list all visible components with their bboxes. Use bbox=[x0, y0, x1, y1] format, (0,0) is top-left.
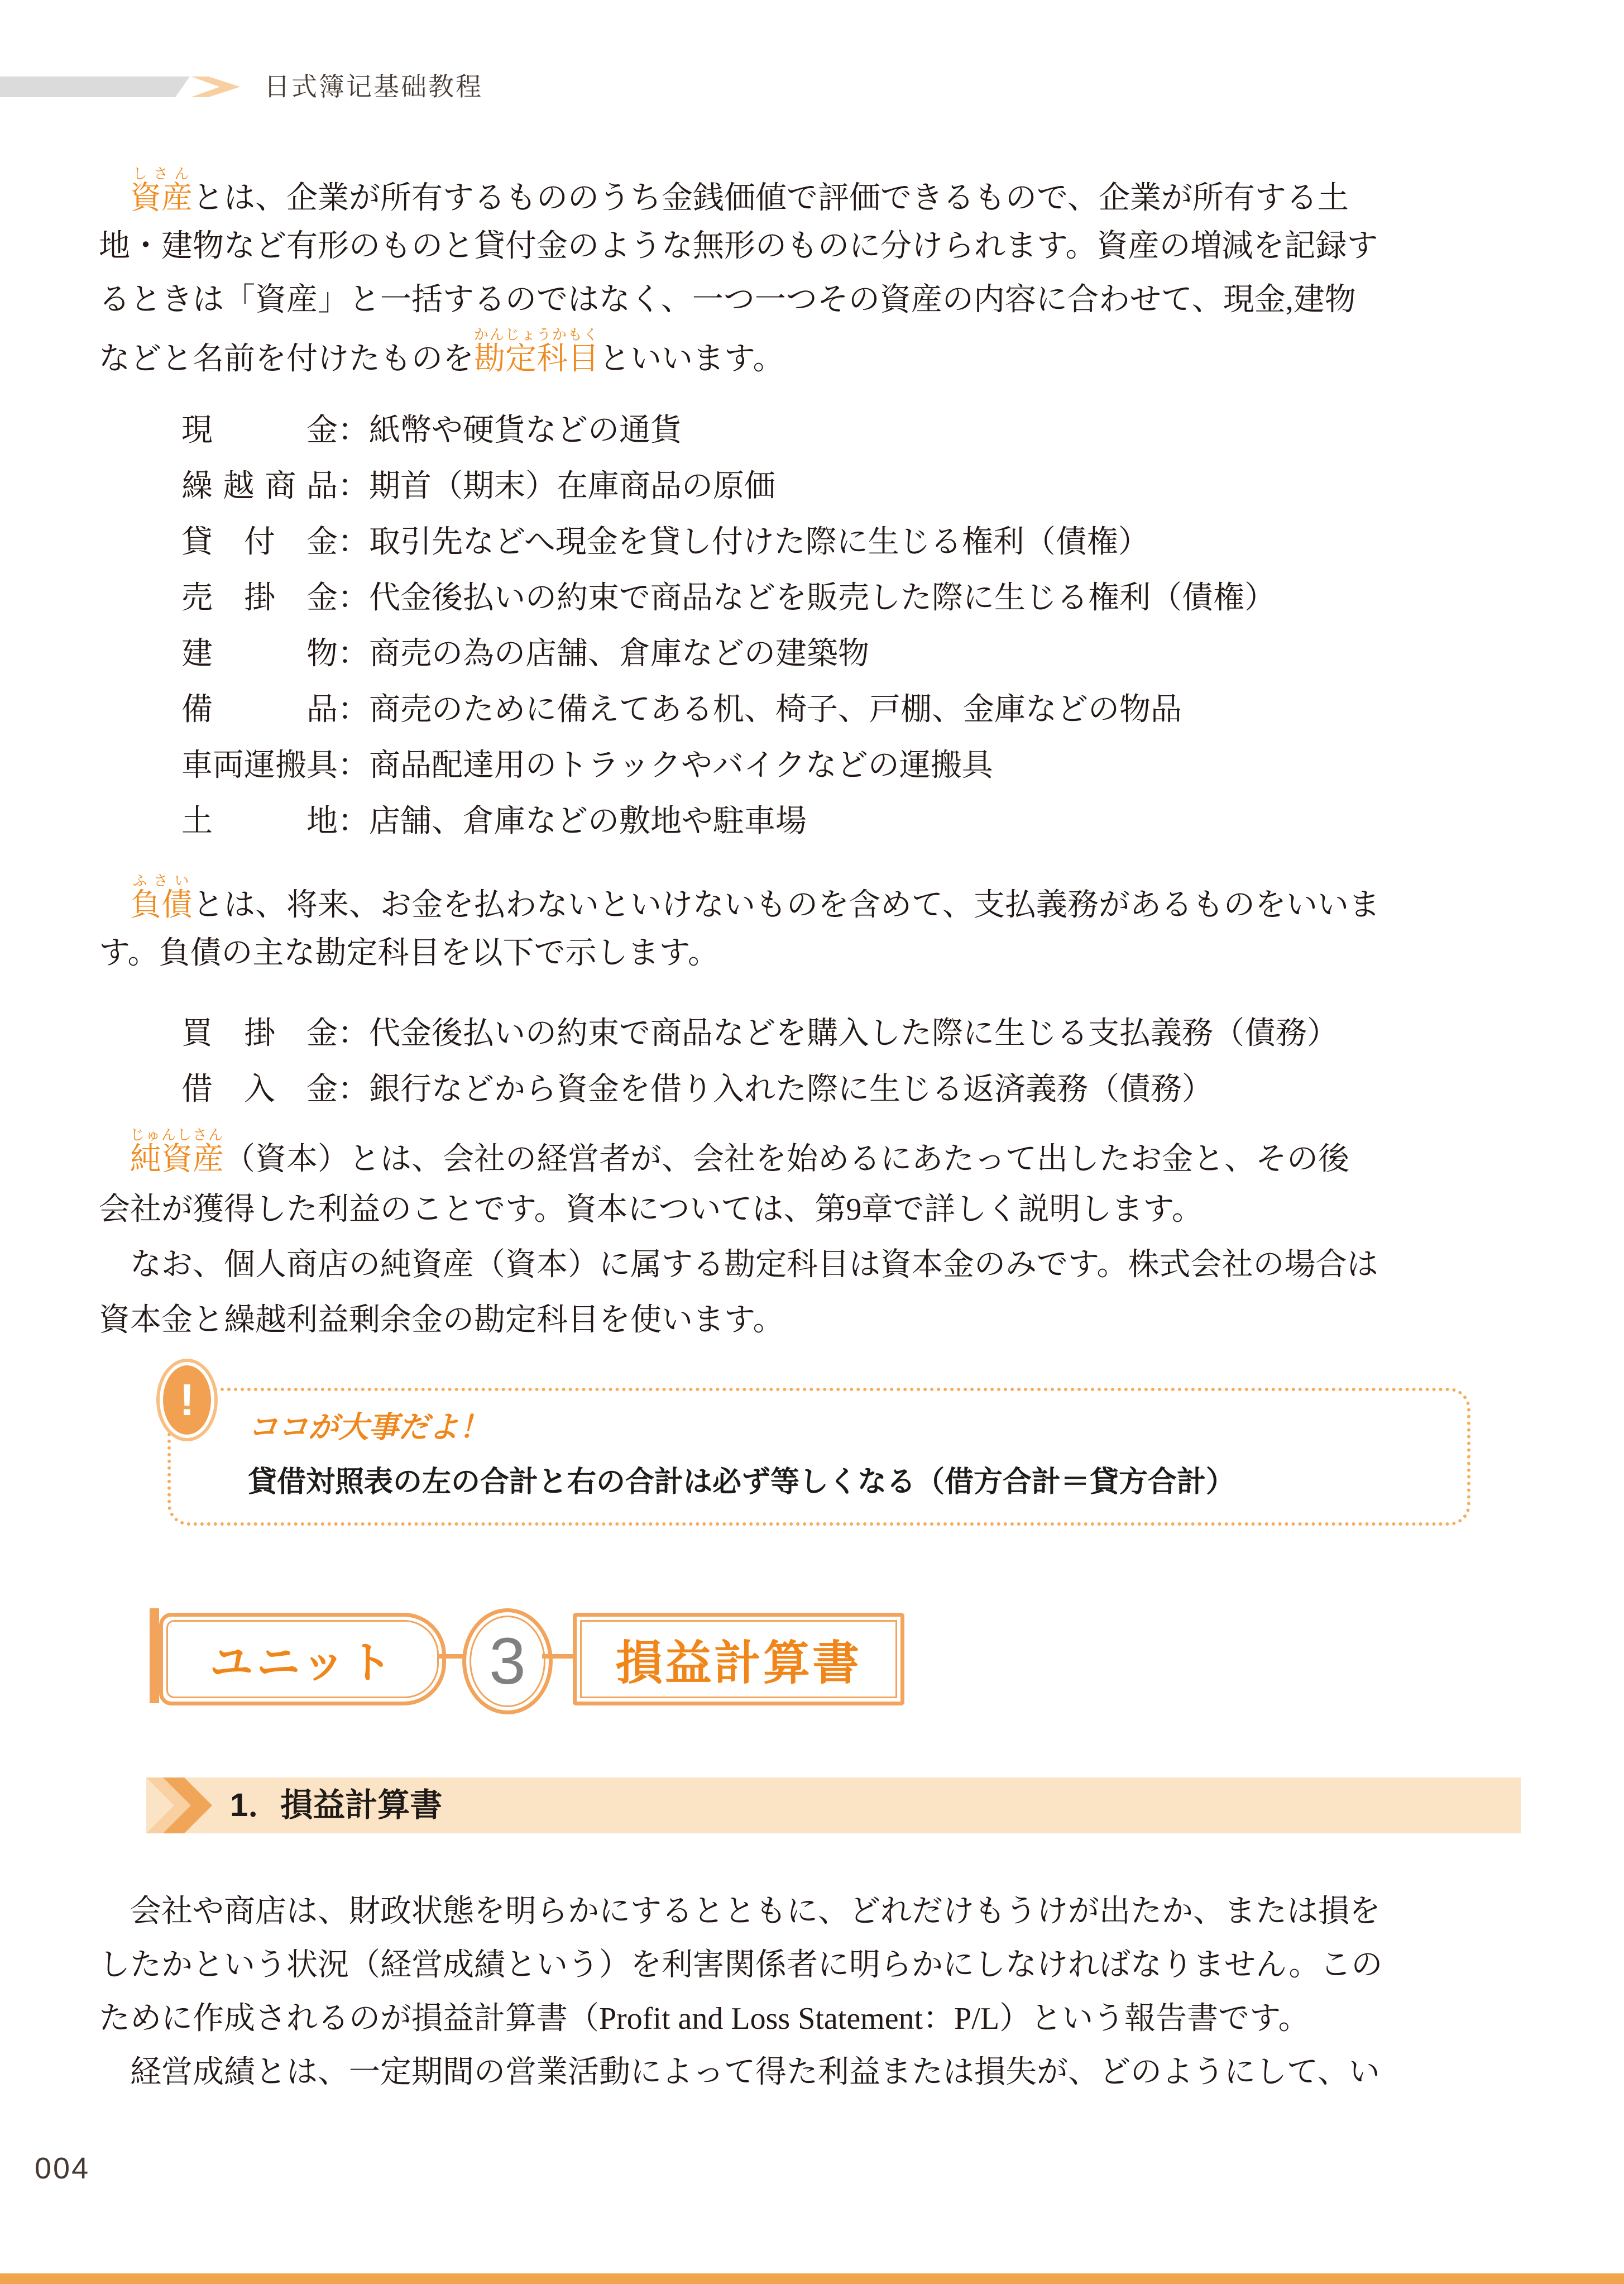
account-term: 借入金 bbox=[181, 1072, 338, 1107]
list-item bbox=[181, 458, 1276, 514]
header-chevron-icon bbox=[191, 77, 242, 97]
account-desc: 代金後払いの約束で商品などを購入した際に生じる支払義務（債務） bbox=[369, 1016, 1338, 1051]
unit-left-bar bbox=[150, 1608, 159, 1703]
colon: ： bbox=[338, 1016, 369, 1051]
account-term: 土地 bbox=[181, 804, 338, 839]
text-run: （資本）とは、会社の経営者が、会社を始めるにあたって出したお金と、その後 bbox=[224, 1142, 1350, 1177]
keyword-asset bbox=[130, 166, 193, 216]
list-item bbox=[181, 794, 1276, 849]
text-run: といいます。 bbox=[599, 342, 784, 376]
list-item bbox=[181, 1062, 1338, 1117]
keyword-account-title bbox=[474, 327, 600, 376]
text-run: るときは「資産」と一括するのではなく、一つ一つその資産の内容に合わせて、現金,建物 bbox=[99, 283, 1356, 317]
text-line bbox=[99, 1992, 1528, 2046]
text-line bbox=[99, 1938, 1528, 1992]
text-run: ために作成されるのが損益計算書（Profit and Loss Statement：P/L）という報告書です。 bbox=[99, 2001, 1310, 2036]
unit-title-box-inner bbox=[580, 1620, 897, 1698]
keyword-liability-furigana: ふさい bbox=[130, 873, 193, 889]
text-run: なお、個人商店の純資産（資本）に属する勘定科目は資本金のみです。株式会社の場合は bbox=[130, 1248, 1378, 1282]
paragraph-equity bbox=[99, 1127, 1528, 1348]
text-line bbox=[99, 873, 1528, 926]
callout-body: 貸借対照表の左の合計と右の合計は必ず等しくなる（借方合計＝貸方合計） bbox=[248, 1466, 1235, 1498]
keyword-asset-furigana: しさん bbox=[130, 166, 193, 182]
bottom-orange-bar bbox=[0, 2273, 1624, 2284]
list-item bbox=[181, 403, 1276, 458]
account-term: 建物 bbox=[181, 637, 338, 671]
text-line bbox=[99, 273, 1528, 327]
account-desc: 商売のために備えてある机、椅子、戸棚、金庫などの物品 bbox=[369, 692, 1182, 727]
unit-label: ユニット bbox=[209, 1638, 396, 1687]
unit-connector bbox=[542, 1654, 576, 1659]
colon: ： bbox=[338, 525, 369, 560]
unit-number: 3 bbox=[489, 1624, 526, 1698]
text-run: とは、企業が所有するもののうち金銭価値で評価できるもので、企業が所有する土 bbox=[193, 181, 1349, 216]
list-item bbox=[181, 1006, 1338, 1062]
running-head-title: 日式簿记基础教程 bbox=[264, 72, 483, 101]
text-run: す。負債の主な勘定科目を以下で示します。 bbox=[99, 936, 720, 971]
account-desc: 銀行などから資金を借り入れた際に生じる返済義務（債務） bbox=[369, 1072, 1213, 1107]
account-desc: 取引先などへ現金を貸し付けた際に生じる権利（債権） bbox=[369, 525, 1149, 560]
list-item bbox=[181, 570, 1276, 626]
text-line bbox=[99, 327, 1528, 380]
exclamation-icon bbox=[160, 1362, 214, 1438]
unit-label-box bbox=[159, 1613, 446, 1705]
keyword-net-assets bbox=[130, 1127, 224, 1177]
text-run: 会社が獲得した利益のことです。資本については、第9章で詳しく説明します。 bbox=[99, 1192, 1203, 1227]
text-run: とは、将来、お金を払わないといけないものを含めて、支払義務があるものをいいま bbox=[193, 888, 1380, 923]
colon: ： bbox=[338, 413, 369, 448]
text-line bbox=[99, 219, 1528, 273]
text-line bbox=[99, 1182, 1528, 1237]
keyword-asset-base: 資産 bbox=[130, 181, 193, 216]
colon: ： bbox=[338, 692, 369, 727]
text-run: などと名前を付けたものを bbox=[99, 342, 474, 376]
keyword-liability bbox=[130, 873, 193, 923]
unit-number-badge bbox=[462, 1608, 553, 1714]
account-term: 車両運搬具 bbox=[181, 748, 338, 783]
text-line bbox=[99, 1237, 1528, 1293]
list-item bbox=[181, 626, 1276, 682]
account-term: 備品 bbox=[181, 692, 338, 727]
keyword-liability-base: 負債 bbox=[130, 888, 193, 923]
text-run: したかという状況（経営成績という）を利害関係者に明らかにしなければなりません。この bbox=[99, 1948, 1383, 1982]
unit-label-box-inner bbox=[166, 1620, 439, 1698]
colon: ： bbox=[338, 637, 369, 671]
list-item bbox=[181, 738, 1276, 794]
liability-account-list bbox=[181, 1006, 1338, 1117]
account-desc: 期首（期末）在庫商品の原価 bbox=[369, 469, 775, 504]
keyword-net-assets-base: 純資産 bbox=[130, 1142, 224, 1177]
account-term: 売掛金 bbox=[181, 581, 338, 615]
keyword-net-assets-furigana: じゅんしさん bbox=[130, 1127, 224, 1143]
important-callout bbox=[167, 1375, 1470, 1526]
exclamation-glyph: ! bbox=[179, 1375, 195, 1425]
account-desc: 代金後払いの約束で商品などを販売した際に生じる権利（債権） bbox=[369, 581, 1276, 615]
text-run: 地・建物など有形のものと貸付金のような無形のものに分けられます。資産の増減を記録す bbox=[99, 229, 1378, 264]
account-desc: 商売の為の店舗、倉庫などの建築物 bbox=[369, 637, 869, 671]
section-heading-bar bbox=[146, 1777, 1521, 1833]
unit-number-badge-inner bbox=[470, 1616, 545, 1707]
list-item bbox=[181, 514, 1276, 570]
keyword-account-title-base: 勘定科目 bbox=[474, 342, 600, 376]
colon: ： bbox=[338, 1072, 369, 1107]
unit-title: 損益計算書 bbox=[615, 1636, 861, 1689]
text-line bbox=[99, 1127, 1528, 1182]
account-desc: 店舗、倉庫などの敷地や駐車場 bbox=[369, 804, 807, 839]
text-line bbox=[99, 166, 1528, 219]
colon: ： bbox=[338, 581, 369, 615]
account-term: 現金 bbox=[181, 413, 338, 448]
account-term: 買掛金 bbox=[181, 1016, 338, 1051]
text-run: 会社や商店は、財政状態を明らかにするとともに、どれだけもうけが出たか、または損を bbox=[130, 1894, 1381, 1929]
unit-title-box bbox=[573, 1613, 904, 1705]
account-term: 繰越商品 bbox=[181, 469, 338, 504]
account-desc: 商品配達用のトラックやバイクなどの運搬具 bbox=[369, 748, 993, 783]
account-term: 貸付金 bbox=[181, 525, 338, 560]
colon: ： bbox=[338, 469, 369, 504]
asset-account-list bbox=[181, 403, 1276, 849]
paragraph-liabilities bbox=[99, 873, 1528, 980]
page-number: 004 bbox=[35, 2152, 90, 2185]
keyword-account-title-furigana: かんじょうかもく bbox=[474, 327, 600, 343]
colon: ： bbox=[338, 804, 369, 839]
unit-header bbox=[150, 1608, 931, 1707]
colon: ： bbox=[338, 748, 369, 783]
section-chevron-icon bbox=[163, 1777, 219, 1833]
text-run: 経営成績とは、一定期間の営業活動によって得た利益または損失が、どのようにして、い bbox=[130, 2055, 1380, 2090]
text-line bbox=[99, 2046, 1528, 2099]
text-line bbox=[99, 1293, 1528, 1348]
paragraph-pl bbox=[99, 1885, 1528, 2099]
account-desc: 紙幣や硬貨などの通貨 bbox=[369, 413, 682, 448]
callout-title: ココが大事だよ！ bbox=[248, 1411, 489, 1444]
section-heading: 1．損益計算書 bbox=[230, 1787, 443, 1823]
paragraph-assets bbox=[99, 166, 1528, 380]
text-line bbox=[99, 1885, 1528, 1938]
text-run: 資本金と繰越利益剰余金の勘定科目を使います。 bbox=[99, 1303, 784, 1337]
list-item bbox=[181, 682, 1276, 738]
text-line bbox=[99, 926, 1528, 980]
header-gray-band bbox=[0, 77, 190, 97]
